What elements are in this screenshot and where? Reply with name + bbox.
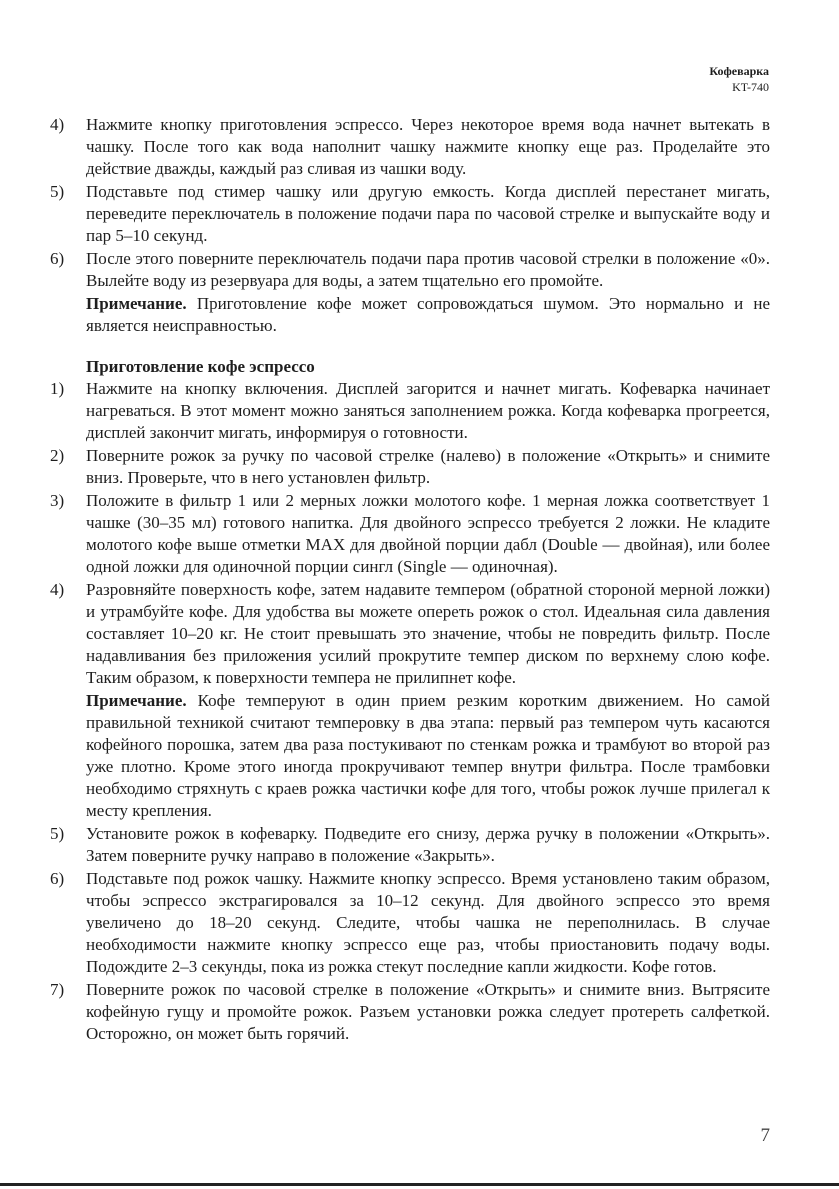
list-item: [50, 823, 770, 867]
list-item: [50, 445, 770, 489]
list-item: [50, 868, 770, 978]
list-item-number: 5): [50, 824, 65, 843]
section-heading: Приготовление кофе эспрессо: [86, 357, 315, 376]
list-item-text: Нажмите кнопку приготовления эспрессо. Через некоторое время вода начнет вытекать в чашку. После того как вода наполнит чашку нажмите кнопку еще раз. Проделайте это действие дважды, каждый раз сливая из чашки воду.: [86, 115, 770, 178]
bottom-divider: [0, 1183, 839, 1186]
list-item-text: Нажмите на кнопку включения. Дисплей загорится и начнет мигать. Кофеварка начинает нагреваться. В этот момент можно заняться заполнением рожка. Когда кофеварка прогреется, дисплей закончит мигать, информируя о готовности.: [86, 379, 770, 442]
list-item: [50, 979, 770, 1045]
list-item-number: 6): [50, 249, 65, 268]
list-item: [50, 181, 770, 247]
list-item-number: 1): [50, 379, 65, 398]
list-item-number: 3): [50, 491, 65, 510]
note-text: Кофе темперуют в один прием резким коротким движением. Но самой правильной техникой считают темперовку в два этапа: первый раз темпером чуть касаются кофейного порошка, затем два раза постукивают по стенкам рожка и трамбуют во второй раз уже плотно. Кроме этого иногда прокручивают темпер внутри фильтра. После трамбовки необходимо стряхнуть с краев рожка частички кофе для того, чтобы рожок лучше прилегал к месту крепления.: [86, 691, 770, 820]
list-item-number: 7): [50, 980, 65, 999]
note-text: Приготовление кофе может сопровождаться шумом. Это нормально и не является неисправностью.: [86, 294, 770, 335]
list-item-text: Установите рожок в кофеварку. Подведите его снизу, держа ручку в положении «Открыть». Затем поверните ручку направо в положение «Закрыть».: [86, 824, 770, 865]
list-item: [50, 114, 770, 180]
note-paragraph: [86, 293, 770, 337]
list-item-text: Подставьте под рожок чашку. Нажмите кнопку эспрессо. Время установлено таким образом, чтобы эспрессо экстрагировался за 10–12 секунд. Для двойного эспрессо это время увеличено до 18–20 секунд. Следите, чтобы чашка не переполнилась. В случае необходимости нажмите кнопку эспрессо еще раз, чтобы приостановить подачу воды. Подождите 2–3 секунды, пока из рожка стекут последние капли жидкости. Кофе готов.: [86, 869, 770, 976]
list-item-text: Разровняйте поверхность кофе, затем надавите темпером (обратной стороной мерной ложки) и утрамбуйте кофе. Для удобства вы можете опереть рожок о стол. Идеальная сила давления составляет 10–20 кг. Не стоит превышать это значение, чтобы не повредить фильтр. После надавливания без приложения усилий прокрутите темпер диском по верхнему слою кофе. Таким образом, к поверхности темпера не прилипнет кофе.: [86, 580, 770, 687]
list-item-number: 5): [50, 182, 65, 201]
page-number: 7: [760, 1125, 770, 1146]
header-model: KT-740: [732, 80, 769, 94]
list-item-number: 4): [50, 580, 65, 599]
note-paragraph: [86, 690, 770, 822]
list-item: [50, 490, 770, 578]
list-item-number: 2): [50, 446, 65, 465]
list-item: [50, 378, 770, 444]
page-content: [50, 114, 770, 1046]
list-item: [50, 248, 770, 292]
list-item-text: Поверните рожок по часовой стрелке в положение «Открыть» и снимите вниз. Вытрясите кофейную гущу и промойте рожок. Разъем установки рожка следует протереть салфеткой. Осторожно, он может быть горячий.: [86, 980, 770, 1043]
list-item-text: Положите в фильтр 1 или 2 мерных ложки молотого кофе. 1 мерная ложка соответствует 1 чашке (30–35 мл) готового напитка. Для двойного эспрессо требуется 2 ложки. Не кладите молотого кофе выше отметки MAX для двойной порции дабл (Double — двойная), или более одной ложки для одиночной порции сингл (Single — одиночная).: [86, 491, 770, 576]
header-title: Кофеварка: [709, 64, 769, 78]
list-item-text: После этого поверните переключатель подачи пара против часовой стрелки в положение «0». Вылейте воду из резервуара для воды, а затем тщательно его промойте.: [86, 249, 770, 290]
page-header: [709, 63, 769, 95]
note-label: Примечание.: [86, 691, 187, 710]
list-item-number: 4): [50, 115, 65, 134]
note-label: Примечание.: [86, 294, 187, 313]
list-item-text: Поверните рожок за ручку по часовой стрелке (налево) в положение «Открыть» и снимите вниз. Проверьте, что в него установлен фильтр.: [86, 446, 770, 487]
list-item: [50, 579, 770, 689]
list-item-text: Подставьте под стимер чашку или другую емкость. Когда дисплей перестанет мигать, переведите переключатель в положение подачи пара по часовой стрелке и выпускайте воду и пар 5–10 секунд.: [86, 182, 770, 245]
list-item-number: 6): [50, 869, 65, 888]
